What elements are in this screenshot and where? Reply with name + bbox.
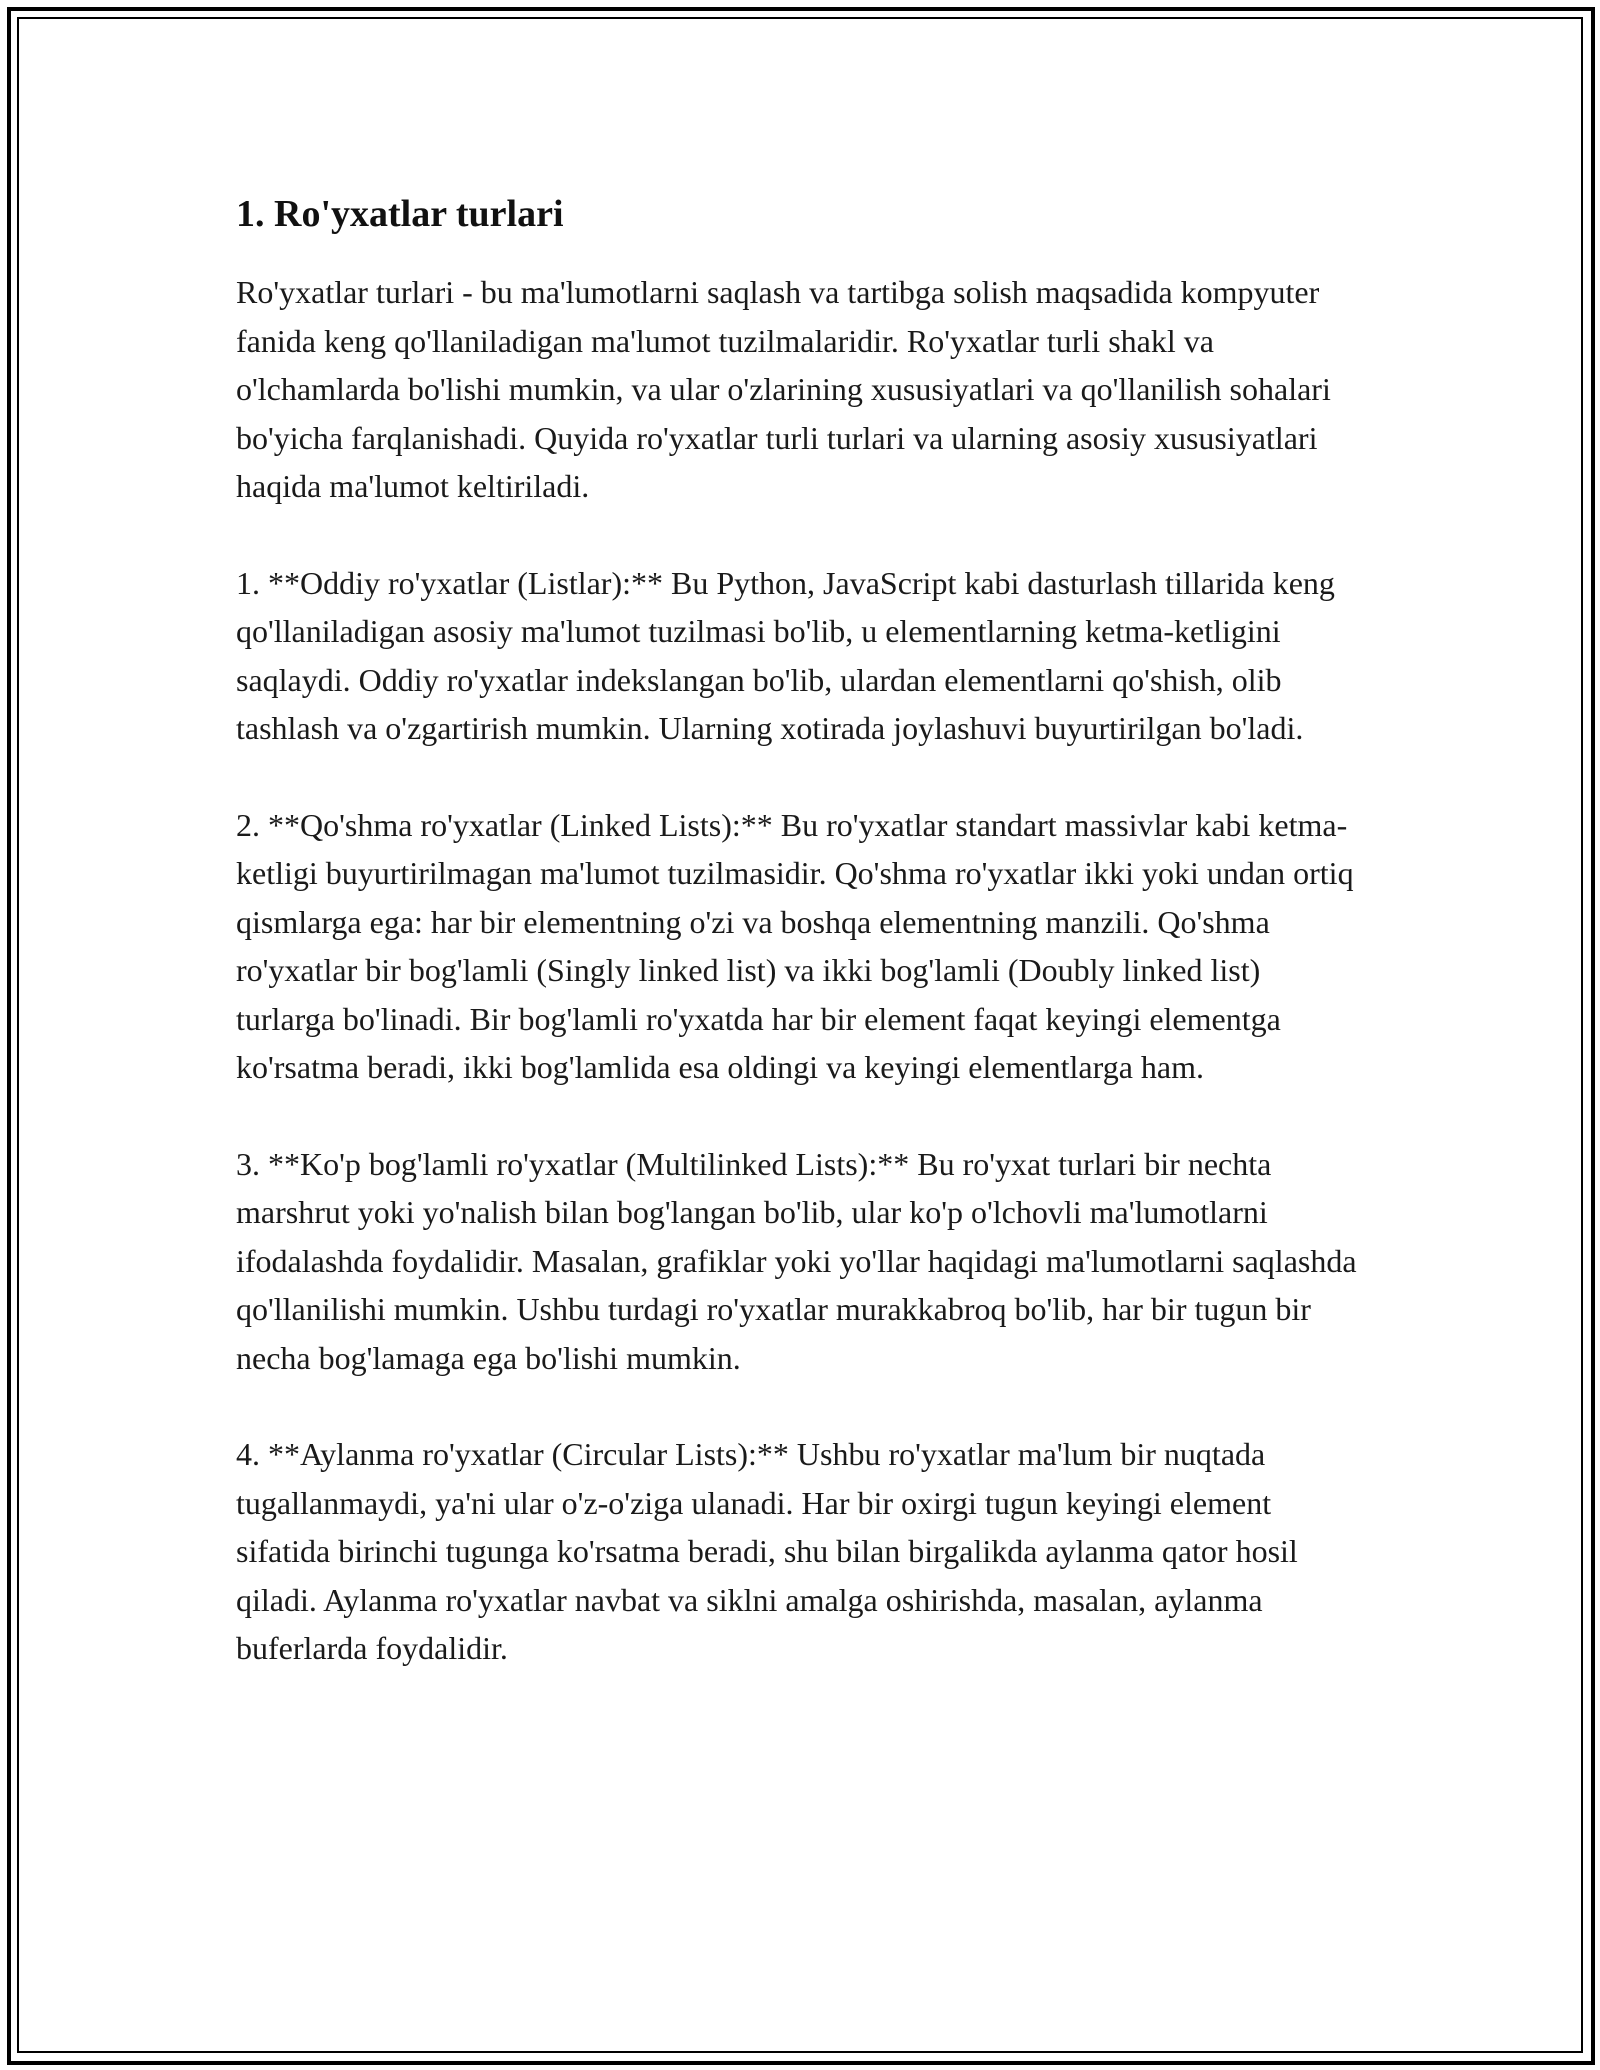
- document-title: 1. Ro'yxatlar turlari: [236, 193, 564, 235]
- paragraph-multilinked-lists: 3. **Ko'p bog'lamli ro'yxatlar (Multilinked Lists):** Bu ro'yxat turlari bir nechta marshrut yoki yo'nalish bilan bog'langan bo'lib, ular ko'p o'lchovli ma'lumotlarni ifodalashda foydalidir. Masalan, grafiklar yoki yo'llar haqidagi ma'lumotlarni saqlashda qo'llanilishi mumkin. Ushbu turdagi ro'yxatlar murakkabroq bo'lib, har bir tugun bir necha bog'lamaga ega bo'lishi mumkin.: [236, 1145, 1357, 1376]
- document-body: [236, 186, 1366, 1721]
- paragraph-linked-lists: 2. **Qo'shma ro'yxatlar (Linked Lists):** Bu ro'yxatlar standart massivlar kabi ketma-ketligi buyurtirilmagan ma'lumot tuzilmasidir. Qo'shma ro'yxatlar ikki yoki undan ortiq qismlarga ega: har bir elementning o'zi va boshqa elementning manzili. Qo'shma ro'yxatlar bir bog'lamli (Singly linked list) va ikki bog'lamli (Doubly linked list) turlarga bo'linadi. Bir bog'lamli ro'yxatda har bir element faqat keyingi elementga ko'rsatma beradi, ikki bog'lamlida esa oldingi va keyingi elementlarga ham.: [236, 806, 1354, 1085]
- intro-paragraph: Ro'yxatlar turlari - bu ma'lumotlarni saqlash va tartibga solish maqsadida kompyuter fanida keng qo'llaniladigan ma'lumot tuzilmalaridir. Ro'yxatlar turli shakl va o'lchamlarda bo'lishi mumkin, va ular o'zlarining xususiyatlari va qo'llanilish sohalari bo'yicha farqlanishadi. Quyida ro'yxatlar turli turlari va ularning asosiy xususiyatlari haqida ma'lumot keltiriladi.: [236, 274, 1331, 504]
- paragraph-circular-lists: 4. **Aylanma ro'yxatlar (Circular Lists):** Ushbu ro'yxatlar ma'lum bir nuqtada tugallanmaydi, ya'ni ular o'z-o'ziga ulanadi. Har bir oxirgi tugun keyingi element sifatida birinchi tugunga ko'rsatma beradi, shu bilan birgalikda aylanma qator hosil qiladi. Aylanma ro'yxatlar navbat va siklni amalga oshirishda, masalan, aylanma buferlarda foydalidir.: [236, 1436, 1298, 1666]
- paragraph-simple-lists: 1. **Oddiy ro'yxatlar (Listlar):** Bu Python, JavaScript kabi dasturlash tillarida keng qo'llaniladigan asosiy ma'lumot tuzilmasi bo'lib, u elementlarning ketma-ketligini saqlaydi. Oddiy ro'yxatlar indekslangan bo'lib, ulardan elementlarni qo'shish, olib tashlash va o'zgartirish mumkin. Ularning xotirada joylashuvi buyurtirilgan bo'ladi.: [236, 564, 1335, 746]
